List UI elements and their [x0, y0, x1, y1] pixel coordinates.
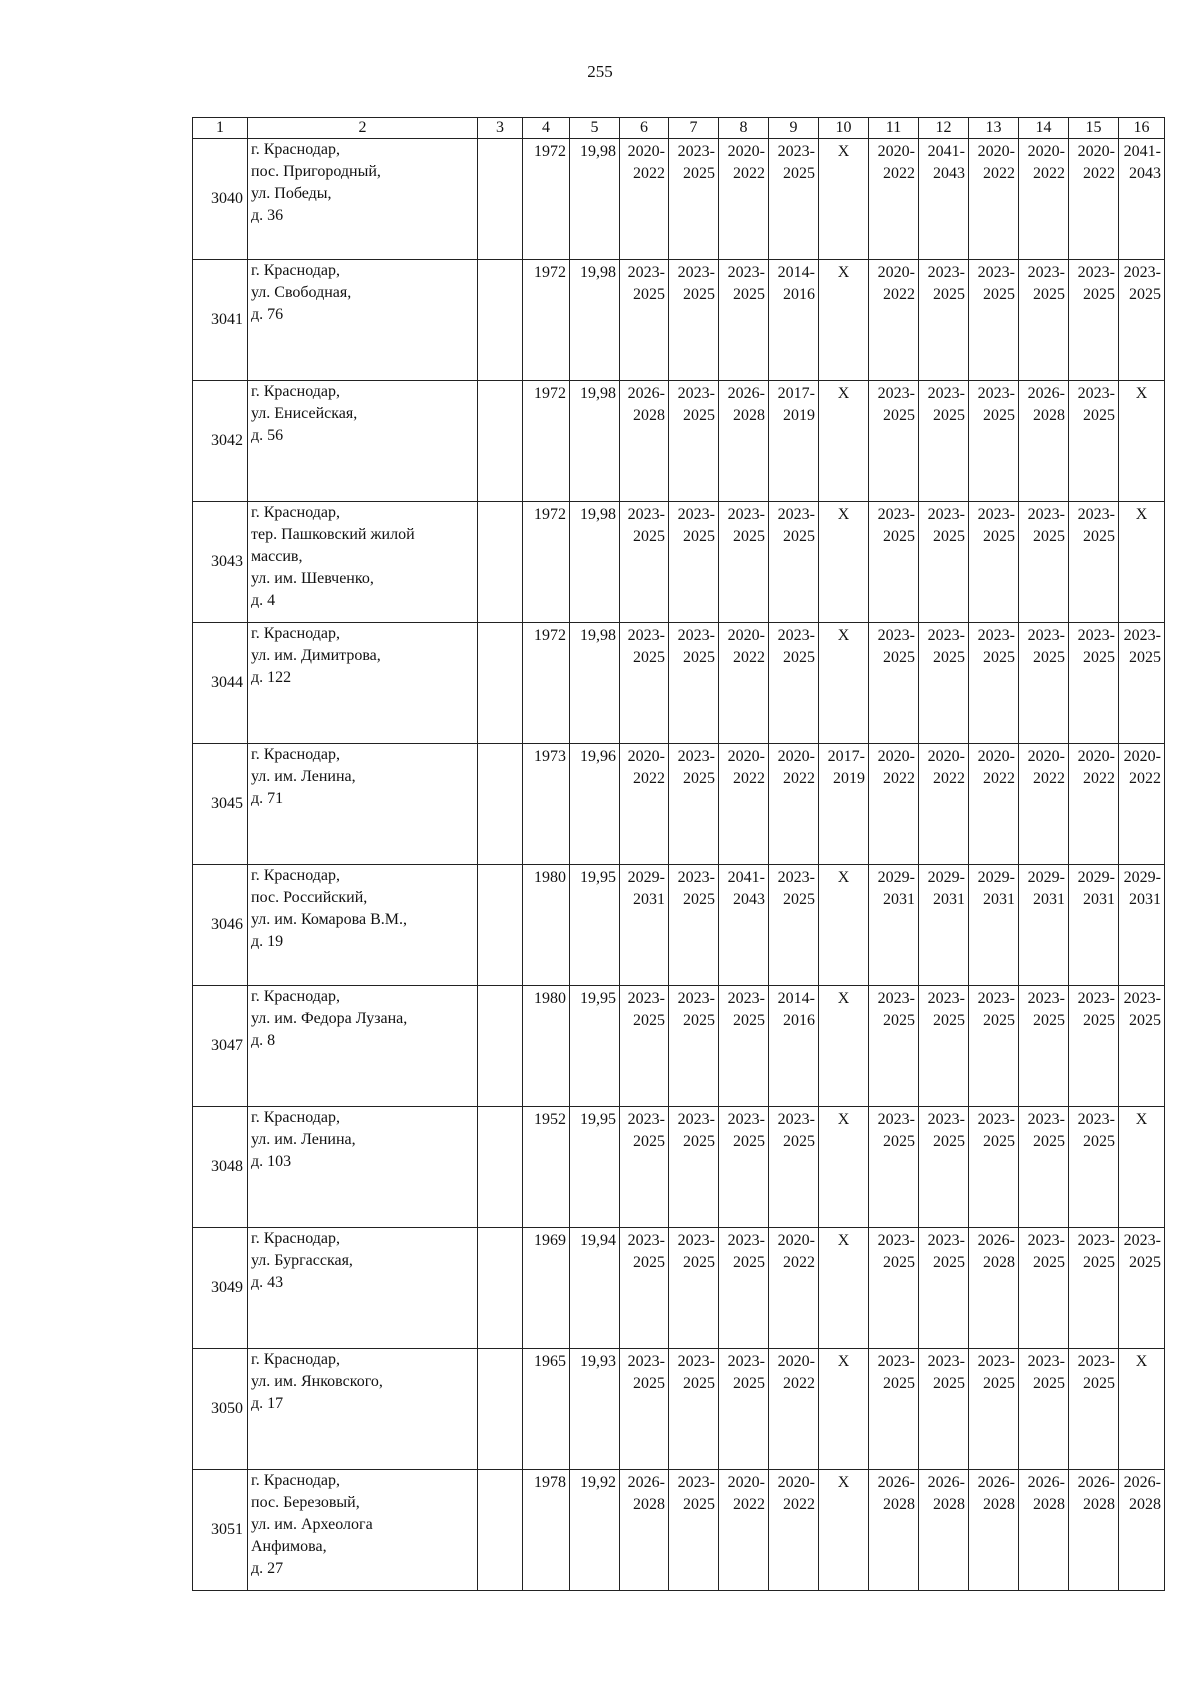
row-number: 3048 [193, 1107, 248, 1228]
period-cell: 2026- 2028 [719, 381, 769, 502]
period-cell: 2029- 2031 [1019, 865, 1069, 986]
period-cell: 2023- 2025 [919, 1349, 969, 1470]
address-cell: г. Краснодар, пос. Пригородный, ул. Победы, д. 36 [248, 139, 478, 260]
period-cell: 2029- 2031 [919, 865, 969, 986]
period-cell: 2041- 2043 [719, 865, 769, 986]
period-cell: 2020- 2022 [969, 139, 1019, 260]
period-cell: 2023- 2025 [1019, 260, 1069, 381]
period-cell: 2026- 2028 [1019, 1470, 1069, 1591]
period-cell: 2023- 2025 [869, 1228, 919, 1349]
period-cell: 2020- 2022 [719, 139, 769, 260]
period-cell: 2023- 2025 [1119, 623, 1165, 744]
period-cell: X [819, 623, 869, 744]
period-cell: 2023- 2025 [669, 744, 719, 865]
table-row [193, 502, 1165, 623]
column-header: 3 [478, 118, 523, 139]
table-row [193, 744, 1165, 865]
period-cell: 2023- 2025 [1069, 986, 1119, 1107]
period-cell: X [1119, 1349, 1165, 1470]
period-cell: X [819, 381, 869, 502]
period-cell: 2023- 2025 [1069, 502, 1119, 623]
period-cell: 2023- 2025 [969, 260, 1019, 381]
table-row [193, 986, 1165, 1107]
table-row [193, 1228, 1165, 1349]
period-cell: 2023- 2025 [919, 381, 969, 502]
register-table [192, 117, 1165, 1591]
period-cell: 2023- 2025 [719, 1349, 769, 1470]
row-number: 3040 [193, 139, 248, 260]
period-cell: 2023- 2025 [719, 260, 769, 381]
column-header: 10 [819, 118, 869, 139]
period-cell: 2020- 2022 [719, 623, 769, 744]
period-cell: 2020- 2022 [969, 744, 1019, 865]
period-cell: 2026- 2028 [919, 1470, 969, 1591]
period-cell: 2023- 2025 [969, 1349, 1019, 1470]
period-cell: 2029- 2031 [1069, 865, 1119, 986]
year-cell: 1980 [523, 986, 570, 1107]
period-cell: 2020- 2022 [919, 744, 969, 865]
period-cell: 2041- 2043 [1119, 139, 1165, 260]
period-cell: 2020- 2022 [769, 1228, 819, 1349]
value-cell: 19,98 [570, 623, 620, 744]
period-cell: 2014- 2016 [769, 986, 819, 1107]
period-cell: 2020- 2022 [620, 139, 669, 260]
period-cell: 2026- 2028 [1019, 381, 1069, 502]
period-cell: 2023- 2025 [669, 139, 719, 260]
value-cell: 19,95 [570, 865, 620, 986]
page-number: 255 [587, 62, 613, 81]
period-cell: 2023- 2025 [1019, 986, 1069, 1107]
address-cell: г. Краснодар, ул. Свободная, д. 76 [248, 260, 478, 381]
value-cell: 19,98 [570, 139, 620, 260]
col3-cell [478, 139, 523, 260]
period-cell: X [819, 986, 869, 1107]
column-header: 11 [869, 118, 919, 139]
value-cell: 19,95 [570, 986, 620, 1107]
col3-cell [478, 260, 523, 381]
period-cell: X [819, 502, 869, 623]
period-cell: 2023- 2025 [1119, 1228, 1165, 1349]
period-cell: X [1119, 381, 1165, 502]
table-row [193, 381, 1165, 502]
period-cell: 2023- 2025 [869, 1107, 919, 1228]
period-cell: 2023- 2025 [1069, 1107, 1119, 1228]
year-cell: 1952 [523, 1107, 570, 1228]
column-header: 4 [523, 118, 570, 139]
period-cell: 2023- 2025 [919, 986, 969, 1107]
col3-cell [478, 865, 523, 986]
period-cell: 2020- 2022 [1069, 139, 1119, 260]
value-cell: 19,95 [570, 1107, 620, 1228]
table-row [193, 260, 1165, 381]
year-cell: 1972 [523, 139, 570, 260]
period-cell: 2023- 2025 [620, 1228, 669, 1349]
period-cell: 2023- 2025 [769, 139, 819, 260]
period-cell: 2020- 2022 [869, 260, 919, 381]
period-cell: 2041- 2043 [919, 139, 969, 260]
period-cell: 2023- 2025 [620, 986, 669, 1107]
period-cell: 2020- 2022 [769, 744, 819, 865]
period-cell: 2023- 2025 [919, 1228, 969, 1349]
period-cell: 2023- 2025 [669, 260, 719, 381]
column-header: 9 [769, 118, 819, 139]
period-cell: X [819, 865, 869, 986]
period-cell: 2020- 2022 [1019, 139, 1069, 260]
period-cell: 2023- 2025 [869, 623, 919, 744]
period-cell: 2023- 2025 [669, 1228, 719, 1349]
period-cell: 2020- 2022 [869, 139, 919, 260]
col3-cell [478, 1470, 523, 1591]
table-row [193, 623, 1165, 744]
column-header: 1 [193, 118, 248, 139]
year-cell: 1980 [523, 865, 570, 986]
table-row [193, 139, 1165, 260]
period-cell: X [819, 260, 869, 381]
period-cell: 2029- 2031 [969, 865, 1019, 986]
period-cell: 2023- 2025 [620, 502, 669, 623]
year-cell: 1972 [523, 381, 570, 502]
period-cell: 2023- 2025 [1069, 1349, 1119, 1470]
period-cell: 2023- 2025 [620, 623, 669, 744]
period-cell: 2020- 2022 [620, 744, 669, 865]
column-header: 7 [669, 118, 719, 139]
col3-cell [478, 1228, 523, 1349]
address-cell: г. Краснодар, тер. Пашковский жилой массив, ул. им. Шевченко, д. 4 [248, 502, 478, 623]
col3-cell [478, 381, 523, 502]
year-cell: 1978 [523, 1470, 570, 1591]
period-cell: 2023- 2025 [669, 986, 719, 1107]
period-cell: 2023- 2025 [1019, 1228, 1069, 1349]
col3-cell [478, 623, 523, 744]
period-cell: X [819, 139, 869, 260]
period-cell: 2020- 2022 [1019, 744, 1069, 865]
address-cell: г. Краснодар, ул. им. Федора Лузана, д. 8 [248, 986, 478, 1107]
year-cell: 1965 [523, 1349, 570, 1470]
column-header: 8 [719, 118, 769, 139]
address-cell: г. Краснодар, ул. Енисейская, д. 56 [248, 381, 478, 502]
period-cell: 2023- 2025 [969, 1107, 1019, 1228]
period-cell: 2023- 2025 [620, 1107, 669, 1228]
address-cell: г. Краснодар, пос. Березовый, ул. им. Археолога Анфимова, д. 27 [248, 1470, 478, 1591]
period-cell: 2023- 2025 [620, 260, 669, 381]
period-cell: 2014- 2016 [769, 260, 819, 381]
period-cell: 2023- 2025 [719, 502, 769, 623]
period-cell: 2023- 2025 [1019, 1349, 1069, 1470]
year-cell: 1972 [523, 260, 570, 381]
table-row [193, 1349, 1165, 1470]
period-cell: 2023- 2025 [869, 502, 919, 623]
period-cell: X [819, 1107, 869, 1228]
row-number: 3045 [193, 744, 248, 865]
period-cell: 2023- 2025 [669, 865, 719, 986]
period-cell: 2023- 2025 [769, 1107, 819, 1228]
period-cell: 2023- 2025 [1069, 1228, 1119, 1349]
period-cell: 2026- 2028 [1069, 1470, 1119, 1591]
period-cell: 2026- 2028 [1119, 1470, 1165, 1591]
period-cell: 2023- 2025 [919, 260, 969, 381]
column-header: 14 [1019, 118, 1069, 139]
period-cell: 2023- 2025 [769, 623, 819, 744]
row-number: 3046 [193, 865, 248, 986]
period-cell: 2023- 2025 [1069, 381, 1119, 502]
period-cell: 2023- 2025 [969, 381, 1019, 502]
table-row [193, 1107, 1165, 1228]
table-row [193, 865, 1165, 986]
address-cell: г. Краснодар, ул. им. Ленина, д. 103 [248, 1107, 478, 1228]
period-cell: 2023- 2025 [869, 381, 919, 502]
period-cell: 2023- 2025 [669, 502, 719, 623]
period-cell: X [819, 1349, 869, 1470]
year-cell: 1972 [523, 623, 570, 744]
value-cell: 19,98 [570, 381, 620, 502]
period-cell: 2017- 2019 [769, 381, 819, 502]
period-cell: 2023- 2025 [669, 1107, 719, 1228]
period-cell: 2023- 2025 [669, 1470, 719, 1591]
year-cell: 1972 [523, 502, 570, 623]
row-number: 3042 [193, 381, 248, 502]
period-cell: X [819, 1470, 869, 1591]
period-cell: 2023- 2025 [1069, 260, 1119, 381]
period-cell: 2020- 2022 [769, 1349, 819, 1470]
period-cell: X [819, 1228, 869, 1349]
column-header: 12 [919, 118, 969, 139]
period-cell: 2020- 2022 [719, 744, 769, 865]
period-cell: 2023- 2025 [919, 623, 969, 744]
col3-cell [478, 744, 523, 865]
period-cell: 2023- 2025 [669, 623, 719, 744]
row-number: 3043 [193, 502, 248, 623]
period-cell: 2023- 2025 [1019, 1107, 1069, 1228]
header-row [193, 118, 1165, 139]
column-header: 2 [248, 118, 478, 139]
period-cell: 2023- 2025 [1019, 502, 1069, 623]
period-cell: 2023- 2025 [669, 381, 719, 502]
address-cell: г. Краснодар, ул. Бургасская, д. 43 [248, 1228, 478, 1349]
period-cell: 2026- 2028 [620, 1470, 669, 1591]
period-cell: 2023- 2025 [1019, 623, 1069, 744]
period-cell: 2023- 2025 [769, 502, 819, 623]
address-cell: г. Краснодар, ул. им. Янковского, д. 17 [248, 1349, 478, 1470]
col3-cell [478, 502, 523, 623]
column-header: 13 [969, 118, 1019, 139]
year-cell: 1973 [523, 744, 570, 865]
period-cell: 2026- 2028 [869, 1470, 919, 1591]
column-header: 5 [570, 118, 620, 139]
period-cell: 2020- 2022 [869, 744, 919, 865]
row-number: 3041 [193, 260, 248, 381]
row-number: 3051 [193, 1470, 248, 1591]
value-cell: 19,94 [570, 1228, 620, 1349]
row-number: 3047 [193, 986, 248, 1107]
address-cell: г. Краснодар, ул. им. Димитрова, д. 122 [248, 623, 478, 744]
period-cell: 2023- 2025 [1119, 986, 1165, 1107]
period-cell: X [1119, 502, 1165, 623]
period-cell: 2020- 2022 [769, 1470, 819, 1591]
period-cell: 2023- 2025 [919, 502, 969, 623]
column-header: 16 [1119, 118, 1165, 139]
period-cell: 2023- 2025 [869, 986, 919, 1107]
period-cell: X [1119, 1107, 1165, 1228]
period-cell: 2017- 2019 [819, 744, 869, 865]
table-row [193, 1470, 1165, 1591]
period-cell: 2023- 2025 [1069, 623, 1119, 744]
value-cell: 19,93 [570, 1349, 620, 1470]
column-header: 15 [1069, 118, 1119, 139]
address-cell: г. Краснодар, ул. им. Ленина, д. 71 [248, 744, 478, 865]
period-cell: 2023- 2025 [919, 1107, 969, 1228]
period-cell: 2026- 2028 [969, 1470, 1019, 1591]
period-cell: 2020- 2022 [1069, 744, 1119, 865]
address-cell: г. Краснодар, пос. Российский, ул. им. Комарова В.М., д. 19 [248, 865, 478, 986]
value-cell: 19,96 [570, 744, 620, 865]
year-cell: 1969 [523, 1228, 570, 1349]
period-cell: 2023- 2025 [1119, 260, 1165, 381]
table-body [193, 139, 1165, 1591]
period-cell: 2026- 2028 [969, 1228, 1019, 1349]
col3-cell [478, 1107, 523, 1228]
column-header: 6 [620, 118, 669, 139]
col3-cell [478, 986, 523, 1107]
value-cell: 19,98 [570, 260, 620, 381]
col3-cell [478, 1349, 523, 1470]
period-cell: 2029- 2031 [620, 865, 669, 986]
row-number: 3050 [193, 1349, 248, 1470]
period-cell: 2023- 2025 [620, 1349, 669, 1470]
row-number: 3044 [193, 623, 248, 744]
period-cell: 2023- 2025 [719, 1107, 769, 1228]
row-number: 3049 [193, 1228, 248, 1349]
period-cell: 2023- 2025 [869, 1349, 919, 1470]
period-cell: 2023- 2025 [969, 502, 1019, 623]
period-cell: 2023- 2025 [769, 865, 819, 986]
value-cell: 19,98 [570, 502, 620, 623]
period-cell: 2023- 2025 [669, 1349, 719, 1470]
period-cell: 2026- 2028 [620, 381, 669, 502]
period-cell: 2020- 2022 [719, 1470, 769, 1591]
period-cell: 2029- 2031 [869, 865, 919, 986]
period-cell: 2029- 2031 [1119, 865, 1165, 986]
period-cell: 2020- 2022 [1119, 744, 1165, 865]
period-cell: 2023- 2025 [719, 986, 769, 1107]
period-cell: 2023- 2025 [719, 1228, 769, 1349]
value-cell: 19,92 [570, 1470, 620, 1591]
period-cell: 2023- 2025 [969, 623, 1019, 744]
period-cell: 2023- 2025 [969, 986, 1019, 1107]
